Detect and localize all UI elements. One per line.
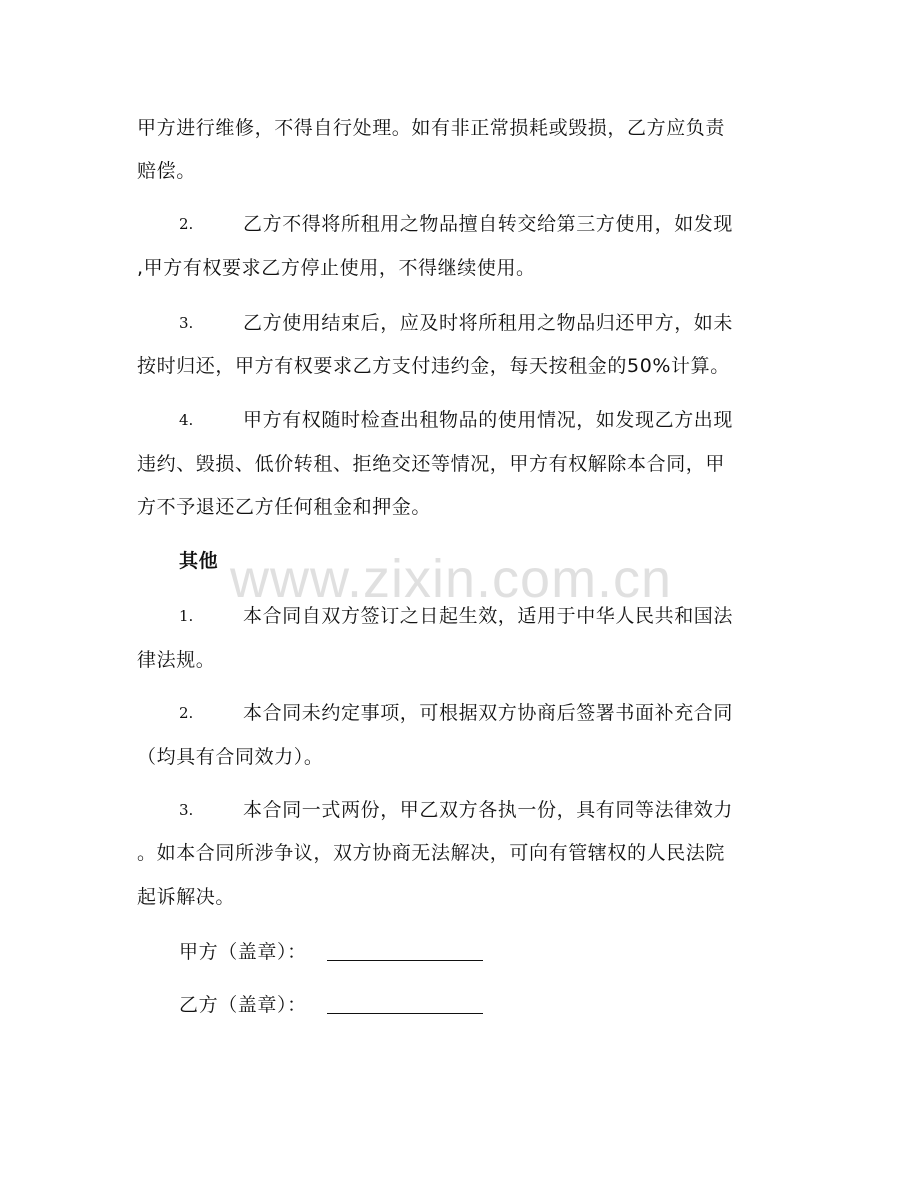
- item-text-continued: 起诉解决。: [137, 886, 236, 908]
- item-text: 乙方使用结束后，应及时将所租用之物品归还甲方，如未: [243, 312, 734, 334]
- item-text: 本合同自双方签订之日起生效，适用于中华人民共和国法: [243, 605, 734, 627]
- item-text-continued: 违约、毁损、低价转租、拒绝交还等情况，甲方有权解除本合同，甲: [137, 453, 726, 475]
- item-text-continued: 按时归还，甲方有权要求乙方支付违约金，每天按租金的50%计算。: [137, 355, 730, 377]
- item-number: 1.: [179, 607, 194, 625]
- item-text-continued: ,甲方有权要求乙方停止使用，不得继续使用。: [137, 257, 536, 279]
- signature-label: 甲方（盖章）：: [179, 941, 307, 963]
- item-text-continued: 方不予退还乙方任何租金和押金。: [137, 496, 432, 518]
- item-number: 2.: [179, 215, 194, 233]
- item-number: 4.: [179, 411, 194, 429]
- item-text: 甲方有权随时检查出租物品的使用情况，如发现乙方出现: [243, 409, 734, 431]
- signature-blank-line[interactable]: [327, 994, 483, 1014]
- item-text: 本合同一式两份，甲乙双方各执一份，具有同等法律效力: [243, 799, 734, 821]
- signature-label: 乙方（盖章）：: [179, 994, 307, 1016]
- section-heading: 其他: [179, 550, 219, 572]
- item-text-continued: 律法规。: [137, 649, 216, 671]
- item-number: 3.: [179, 801, 194, 819]
- item-text: 本合同未约定事项，可根据双方协商后签署书面补充合同: [243, 702, 734, 724]
- signature-blank-line[interactable]: [327, 941, 483, 961]
- item-text: 乙方不得将所租用之物品擅自转交给第三方使用，如发现: [243, 213, 734, 235]
- item-number: 2.: [179, 704, 194, 722]
- item-text-continued: 。如本合同所涉争议，双方协商无法解决，可向有管辖权的人民法院: [137, 842, 726, 864]
- watermark: www.zixin.com.cn: [230, 549, 673, 609]
- paragraph-line: 赔偿。: [137, 160, 196, 182]
- item-number: 3.: [179, 314, 194, 332]
- paragraph-line: 甲方进行维修，不得自行处理。如有非正常损耗或毁损，乙方应负责: [137, 117, 726, 139]
- item-text-continued: （均具有合同效力）。: [137, 746, 324, 768]
